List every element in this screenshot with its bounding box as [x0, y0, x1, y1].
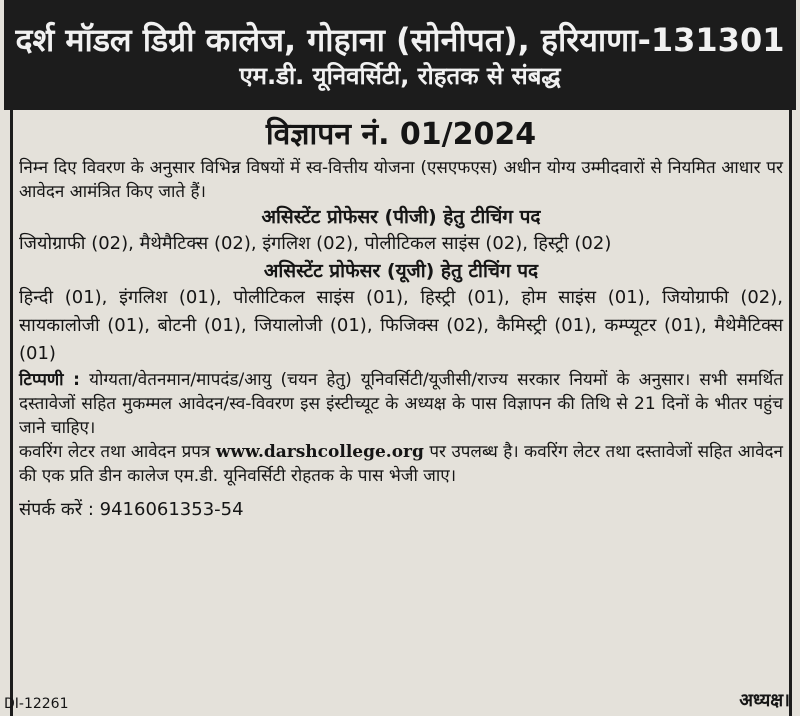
note-paragraph	[19, 368, 783, 440]
ug-heading: असिस्टेंट प्रोफेसर (यूजी) हेतु टीचिंग पद	[263, 260, 539, 282]
college-title: दर्श मॉडल डिग्री कालेज, गोहाना (सोनीपत), हरियाणा-131301	[15, 21, 785, 59]
ad-number: विज्ञापन नं. 01/2024	[265, 117, 537, 152]
advertisement-body	[10, 110, 792, 716]
note-text: योग्यता/वेतनमान/मापदंड/आयु (चयन हेतु) यूनिवर्सिटी/यूजीसी/राज्य सरकार नियमों के अनुसार। सभी समर्थित दस्तावेजों सहित मुकम्मल आवेदन/स्व-विवरण इस इंस्टीच्यूट के अध्यक्ष के पास विज्ञापन की तिथि से 21 दिनों के भीतर पहुंच जाने चाहिए।	[19, 370, 783, 438]
contact-phone: 9416061353-54	[93, 499, 244, 520]
website-link[interactable]: www.darshcollege.org	[215, 442, 424, 462]
header-banner	[4, 0, 796, 110]
ug-subjects: हिन्दी (01), इंगलिश (01), पोलीटिकल साइंस (01), हिस्ट्री (01), होम साइंस (01), जियोग्राफी (02), सायकालोजी (01), बोटनी (01), जियालोजी (01), फिजिक्स (02), कैमिस्ट्री (01), कम्प्यूटर (01), मैथेमैटिक्स (01)	[19, 287, 783, 364]
cover-text-before: कवरिंग लेटर तथा आवेदन प्रपत्र	[19, 442, 216, 462]
affiliation-subtitle: एम.डी. यूनिवर्सिटी, रोहतक से संबद्ध	[239, 62, 561, 90]
signatory: अध्यक्ष।	[739, 690, 790, 711]
contact-label: संपर्क करें :	[19, 499, 94, 520]
cover-text-after: पर उपलब्ध है। कवरिंग लेटर तथा दस्तावेजों सहित आवेदन की एक प्रति डीन कालेज एम.डी. यूनिवर्सिटी रोहतक के पास भेजी जाए।	[19, 442, 783, 486]
reference-code: DI-12261	[4, 696, 69, 712]
pg-heading: असिस्टेंट प्रोफेसर (पीजी) हेतु टीचिंग पद	[261, 206, 541, 228]
contact-line	[19, 496, 783, 524]
footer	[4, 688, 790, 712]
intro-text: निम्न दिए विवरण के अनुसार विभिन्न विषयों में स्व-वित्तीय योजना (एसएफएस) अधीन योग्य उम्मीदवारों से नियमित आधार पर आवेदन आमंत्रित किए जाते हैं।	[19, 158, 783, 202]
note-label: टिप्पणी :	[19, 370, 80, 390]
pg-subjects: जियोग्राफी (02), मैथेमैटिक्स (02), इंगलिश (02), पोलीटिकल साइंस (02), हिस्ट्री (02)	[19, 233, 612, 254]
cover-letter-paragraph	[19, 440, 783, 488]
